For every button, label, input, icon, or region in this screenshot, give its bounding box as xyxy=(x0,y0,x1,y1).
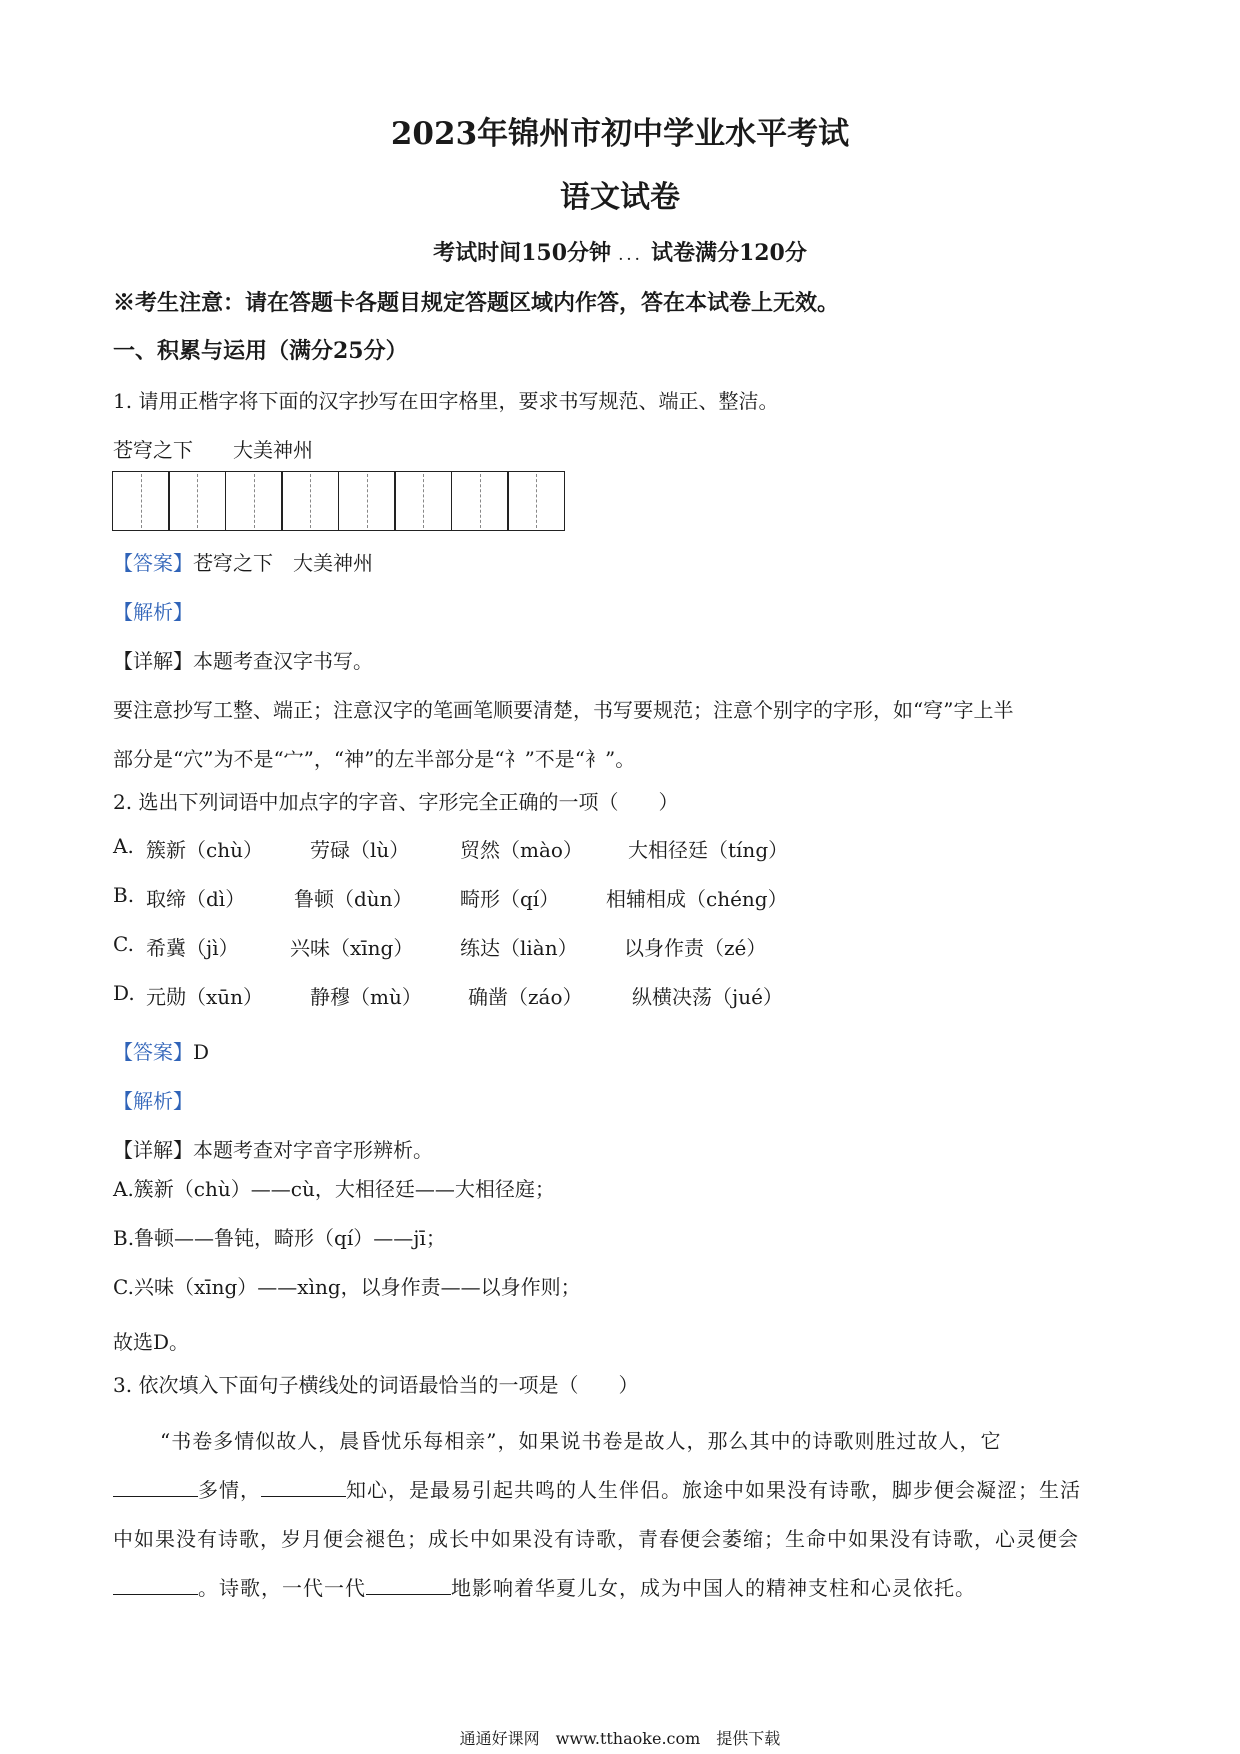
option-item: 希冀（jì） xyxy=(146,936,239,960)
option-item: 取缔（dì） xyxy=(146,887,246,911)
grid-cell xyxy=(394,471,452,531)
grid-cell xyxy=(112,471,170,531)
option-item: 确凿（záo） xyxy=(468,985,583,1009)
detail-text: 本题考查汉字书写。 xyxy=(193,649,373,673)
option-item: 劳碌（lù） xyxy=(310,838,410,862)
option-item: 兴味（xīng） xyxy=(290,936,414,960)
q2-stem: 2. 选出下列词语中加点字的字音、字形完全正确的一项（ ） xyxy=(113,790,679,814)
option-item: 元勋（xūn） xyxy=(146,985,264,1009)
exam-subtitle: 语文试卷 xyxy=(560,180,680,215)
q1-analysis-label: 【解析】 xyxy=(113,600,193,624)
option-item: 贸然（mào） xyxy=(460,838,583,862)
option-item: 鲁顿（dùn） xyxy=(294,887,413,911)
q2-line-b: B.鲁顿——鲁钝，畸形（qí）——jī； xyxy=(113,1226,446,1250)
option-item: 畸形（qí） xyxy=(460,887,560,911)
answer-label: 【答案】 xyxy=(113,1040,193,1064)
passage-text: 知心，是最易引起共鸣的人生伴侣。旅途中如果没有诗歌，脚步便会凝涩；生活 xyxy=(346,1478,1081,1502)
exam-dots: ... xyxy=(618,249,644,263)
fill-blank xyxy=(366,1576,451,1595)
q2-conclusion: 故选D。 xyxy=(113,1330,190,1354)
answer-text: D xyxy=(193,1040,210,1064)
detail-text: 本题考查对字音字形辨析。 xyxy=(193,1138,433,1162)
q3-passage-line3: 中如果没有诗歌，岁月便会褪色；成长中如果没有诗歌，青春便会萎缩；生命中如果没有诗歌，心灵便会 xyxy=(113,1527,1079,1551)
q2-analysis-label: 【解析】 xyxy=(113,1089,193,1113)
option-label: B. xyxy=(113,883,135,907)
passage-text: 。诗歌，一代一代 xyxy=(198,1576,366,1600)
q2-option-a xyxy=(113,834,134,858)
q1-words: 苍穹之下 大美神州 xyxy=(113,438,313,462)
q2-option-d xyxy=(113,981,135,1005)
grid-cell xyxy=(507,471,565,531)
exam-info xyxy=(0,236,1240,267)
q1-stem: 1. 请用正楷字将下面的汉字抄写在田字格里，要求书写规范、端正、整洁。 xyxy=(113,389,779,413)
grid-cell xyxy=(225,471,283,531)
q3-passage-line2 xyxy=(113,1474,1081,1503)
grid-cell xyxy=(451,471,509,531)
q1-detail xyxy=(113,645,373,674)
option-label: D. xyxy=(113,981,135,1005)
answer-label: 【答案】 xyxy=(113,551,193,575)
option-item: 纵横决荡（jué） xyxy=(632,985,783,1009)
grid-cell xyxy=(281,471,339,531)
option-item: 练达（liàn） xyxy=(460,936,578,960)
q1-explain-line2: 部分是“穴”为不是“宀”，“神”的左半部分是“礻”不是“衤”。 xyxy=(113,747,636,771)
q3-stem: 3. 依次填入下面句子横线处的词语最恰当的一项是（ ） xyxy=(113,1373,639,1397)
detail-label: 【详解】 xyxy=(113,649,193,673)
q2-line-a: A.簇新（chù）——cù，大相径廷——大相径庭； xyxy=(113,1177,555,1201)
fill-blank xyxy=(261,1478,346,1497)
answer-text: 苍穹之下 大美神州 xyxy=(193,551,373,575)
option-item: 簇新（chù） xyxy=(146,838,263,862)
q2-detail xyxy=(113,1134,433,1163)
q2-answer xyxy=(113,1036,209,1065)
q2-option-c xyxy=(113,932,134,956)
q2-option-b xyxy=(113,883,134,907)
option-item: 大相径廷（tíng） xyxy=(628,838,789,862)
q3-passage-line1: “书卷多情似故人，晨昏忧乐每相亲”，如果说书卷是故人，那么其中的诗歌则胜过故人，它 xyxy=(160,1429,1002,1453)
exam-notice: ※考生注意：请在答题卡各题目规定答题区域内作答，答在本试卷上无效。 xyxy=(113,290,840,316)
grid-cell xyxy=(168,471,226,531)
fill-blank xyxy=(113,1576,198,1595)
fill-blank xyxy=(113,1478,198,1497)
footer-credit: 通通好课网 www.tthaoke.com 提供下载 xyxy=(459,1729,781,1748)
passage-text: 地影响着华夏儿女，成为中国人的精神支柱和心灵依托。 xyxy=(451,1576,976,1600)
q3-passage-line4 xyxy=(113,1572,976,1601)
option-label: A. xyxy=(113,834,134,858)
q2-line-c: C.兴味（xīng）——xìng，以身作责——以身作则； xyxy=(113,1275,581,1299)
option-item: 以身作责（zé） xyxy=(624,936,767,960)
grid-cell xyxy=(338,471,396,531)
passage-text: 多情， xyxy=(198,1478,261,1502)
detail-label: 【详解】 xyxy=(113,1138,193,1162)
q1-explain-line1: 要注意抄写工整、端正；注意汉字的笔画笔顺要清楚，书写要规范；注意个别字的字形，如“穹”字上半 xyxy=(113,698,1014,722)
exam-score: 试卷满分120分 xyxy=(650,240,807,266)
tianzige-grid xyxy=(113,471,565,531)
exam-time: 考试时间150分钟 xyxy=(433,240,612,266)
option-item: 静穆（mù） xyxy=(310,985,422,1009)
exam-title: 2023年锦州市初中学业水平考试 xyxy=(390,116,850,152)
section-heading: 一、积累与运用（满分25分） xyxy=(113,338,408,364)
option-label: C. xyxy=(113,932,134,956)
option-item: 相辅相成（chéng） xyxy=(606,887,788,911)
q1-answer xyxy=(113,547,373,576)
